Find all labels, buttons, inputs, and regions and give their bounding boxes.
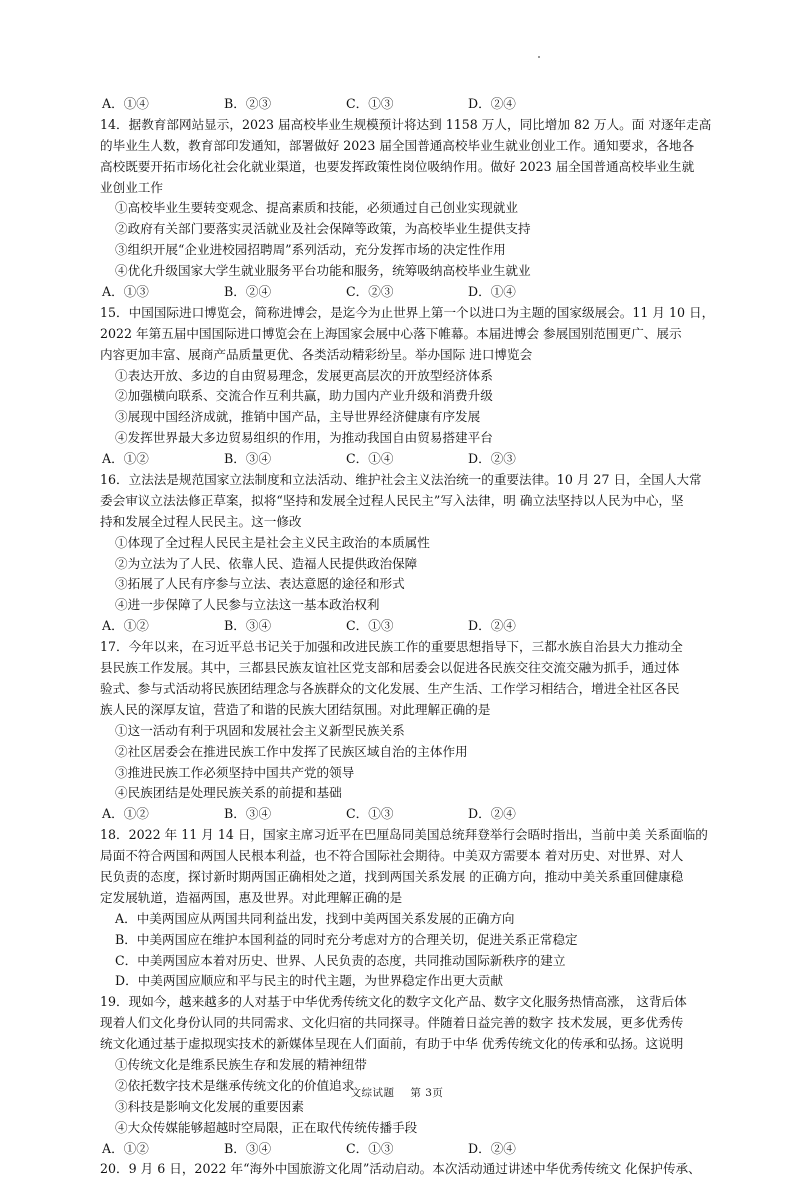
question-stem-line: 验式、参与式活动将民族团结理念与各族群众的文化发展、生产生活、工作学习相结合，增进全社区各民 <box>100 680 680 696</box>
question-stem-line: 14．据教育部网站显示，2023 届高校毕业生规模预计将达到 1158 万人，同比增加 82 万人。面 对逐年走高 <box>100 116 712 132</box>
answer-options <box>100 282 726 303</box>
question-stem-line: 县民族工作发展。其中，三都县民族友谊社区党支部和居委会以促进各民族交往交流交融为抓手，通过体 <box>100 660 680 676</box>
statement-item: ①传统文化是维系民族生存和发展的精神纽带 <box>115 1056 367 1072</box>
question-stem-line: 2022 年第五届中国国际进口博览会在上海国家会展中心落下帷幕。本届进博会 参展国别范围更广、展示 <box>100 325 682 341</box>
choice-c: C．中美两国应本着对历史、世界、人民负责的态度，共同推动国际新秩序的建立 <box>115 952 566 968</box>
prev-question-options <box>100 94 726 115</box>
option-b: B．③④ <box>224 451 272 467</box>
answer-options <box>100 616 726 637</box>
footer-page-number: 第 3页 <box>410 1087 444 1099</box>
choice-b: B．中美两国应在维护本国利益的同时充分考虑对方的合理关切，促进关系正常稳定 <box>115 931 578 947</box>
option-d: D．②④ <box>468 96 516 111</box>
question-19 <box>100 992 726 1159</box>
scan-dot <box>538 56 540 58</box>
statement-item: ③拓展了人民有序参与立法、表达意愿的途径和形式 <box>115 576 405 592</box>
question-stem-line: 民负责的态度，探讨新时期两国正确相处之道，找到两国关系发展 的正确方向，推动中美关系重回健康稳 <box>100 868 684 884</box>
question-stem-line: 20．9 月 6 日，2022 年“海外中国旅游文化周”活动启动。本次活动通过讲述中华优秀传统文 化保护传承、 <box>100 1161 701 1177</box>
statement-item: ②为立法为了人民、依靠人民、造福人民提供政治保障 <box>115 555 418 571</box>
question-stem-line: 的毕业生人数，教育部印发通知，部署做好 2023 届全国普通高校毕业生就业创业工作。通知要求，各地各 <box>100 137 695 153</box>
statement-item: ②社区居委会在推进民族工作中发挥了民族区域自治的主体作用 <box>115 743 468 759</box>
option-a: A．①② <box>102 1140 149 1156</box>
option-b: B．③④ <box>224 1140 272 1156</box>
option-d: D．②④ <box>468 618 516 634</box>
question-stem-line: 持和发展全过程人民民主。这一修改 <box>100 513 302 529</box>
statement-item: ②依托数字技术是继承传统文化的价值追求 <box>115 1077 355 1093</box>
question-stem-line: 15．中国国际进口博览会，简称进博会，是迄今为止世界上第一个以进口为主题的国家级展会。11 月 10 日， <box>100 304 715 320</box>
choice-d: D．中美两国应顺应和平与民主的时代主题，为世界稳定作出更大贡献 <box>115 973 503 989</box>
option-d: D．②④ <box>468 806 516 822</box>
statement-item: ④民族团结是处理民族关系的前提和基础 <box>115 785 342 801</box>
option-c: C．①③ <box>346 618 394 634</box>
question-stem-line: 高校既要开拓市场化社会化就业渠道，也要发挥政策性岗位吸纳作用。做好 2023 届全国普通高校毕业生就 <box>100 158 695 174</box>
statement-item: ④发挥世界最大多边贸易组织的作用，为推动我国自由贸易搭建平台 <box>115 430 493 446</box>
question-20 <box>100 1159 726 1180</box>
option-c: C．①③ <box>346 96 394 111</box>
question-stem-line: 定发展轨道，造福两国，惠及世界。对此理解正确的是 <box>100 889 403 905</box>
option-b: B．③④ <box>224 618 272 634</box>
statement-item: ③展现中国经济成就，推销中国产品，主导世界经济健康有序发展 <box>115 409 481 425</box>
question-stem-line: 16．立法法是规范国家立法制度和立法活动、维护社会主义法治统一的重要法律。10 月 27 日，全国人大常 <box>100 472 702 488</box>
question-stem-line: 委会审议立法法修正草案，拟将“坚持和发展全过程人民民主”写入法律，明 确立法坚持以人民为中心，坚 <box>100 492 684 508</box>
answer-options <box>100 804 726 825</box>
page-footer <box>0 1085 794 1100</box>
statement-item: ②政府有关部门要落实灵活就业及社会保障等政策，为高校毕业生提供支持 <box>115 221 531 237</box>
statement-item: ③科技是影响文化发展的重要因素 <box>115 1098 304 1114</box>
question-stem-line: 内容更加丰富、展商产品质量更优、各类活动精彩纷呈。举办国际 进口博览会 <box>100 346 533 362</box>
statement-item: ②加强横向联系、交流合作互利共赢，助力国内产业升级和消费升级 <box>115 388 493 404</box>
footer-subject: 文综试题 <box>350 1087 395 1099</box>
option-c: C．①④ <box>346 451 394 467</box>
option-a: A．①④ <box>102 96 149 111</box>
question-stem-line: 业创业工作 <box>100 179 163 195</box>
statement-item: ①高校毕业生要转变观念、提高素质和技能，必须通过自己创业实现就业 <box>115 200 518 216</box>
choice-a: A．中美两国应从两国共同利益出发，找到中美两国关系发展的正确方向 <box>115 910 515 926</box>
question-stem-line: 现着人们文化身份认同的共同需求、文化归宿的共同探寻。伴随着日益完善的数字 技术发展，更多优秀传 <box>100 1015 684 1031</box>
answer-options <box>100 449 726 470</box>
question-17 <box>100 637 726 825</box>
page-content <box>100 94 726 1180</box>
option-a: A．①② <box>102 451 149 467</box>
option-c: C．①③ <box>346 1140 394 1156</box>
statement-item: ④大众传媒能够超越时空局限，正在取代传统传播手段 <box>115 1119 418 1135</box>
option-b: B．②④ <box>224 284 272 300</box>
question-18 <box>100 825 726 992</box>
question-stem-line: 局面不符合两国和两国人民根本利益，也不符合国际社会期待。中美双方需要本 着对历史、对世界、对人 <box>100 848 684 864</box>
question-stem-line: 族人民的深厚友谊，营造了和谐的民族大团结氛围。对此理解正确的是 <box>100 701 491 717</box>
statement-item: ④进一步保障了人民参与立法这一基本政治权利 <box>115 597 380 613</box>
option-c: C．①③ <box>346 806 394 822</box>
question-stem-line: 18．2022 年 11 月 14 日，国家主席习近平在巴厘岛同美国总统拜登举行会晤时指出，当前中美 关系面临的 <box>100 827 708 843</box>
statement-item: ③推进民族工作必须坚持中国共产党的领导 <box>115 764 355 780</box>
question-14 <box>100 115 726 303</box>
question-stem-line: 19．现如今，越来越多的人对基于中华优秀传统文化的数字文化产品、数字文化服务热情高涨， 这背后体 <box>100 994 687 1010</box>
question-16 <box>100 470 726 637</box>
option-a: A．①② <box>102 618 149 634</box>
option-d: D．②④ <box>468 1140 516 1156</box>
question-stem-line: 17．今年以来，在习近平总书记关于加强和改进民族工作的重要思想指导下，三都水族自治县大力推动全 <box>100 639 683 655</box>
option-a: A．①③ <box>102 284 149 300</box>
statement-item: ④优化升级国家大学生就业服务平台功能和服务，统筹吸纳高校毕业生就业 <box>115 263 531 279</box>
question-15 <box>100 303 726 470</box>
statement-item: ①这一活动有利于巩固和发展社会主义新型民族关系 <box>115 722 405 738</box>
option-b: B．③④ <box>224 806 272 822</box>
statement-item: ①表达开放、多边的自由贸易理念，发展更高层次的开放型经济体系 <box>115 367 493 383</box>
question-stem-line: 统文化通过基于虚拟现实技术的新媒体呈现在人们面前，有助于中华 优秀传统文化的传承和弘扬。这说明 <box>100 1036 684 1052</box>
answer-options <box>100 1139 726 1160</box>
statement-item: ①体现了全过程人民民主是社会主义民主政治的本质属性 <box>115 534 430 550</box>
option-d: D．①④ <box>468 284 516 300</box>
option-d: D．②③ <box>468 451 516 467</box>
option-c: C．②③ <box>346 284 394 300</box>
option-a: A．①② <box>102 806 149 822</box>
statement-item: ③组织开展“企业进校园招聘周”系列活动，充分发挥市场的决定性作用 <box>115 242 506 258</box>
option-b: B．②③ <box>224 96 272 111</box>
